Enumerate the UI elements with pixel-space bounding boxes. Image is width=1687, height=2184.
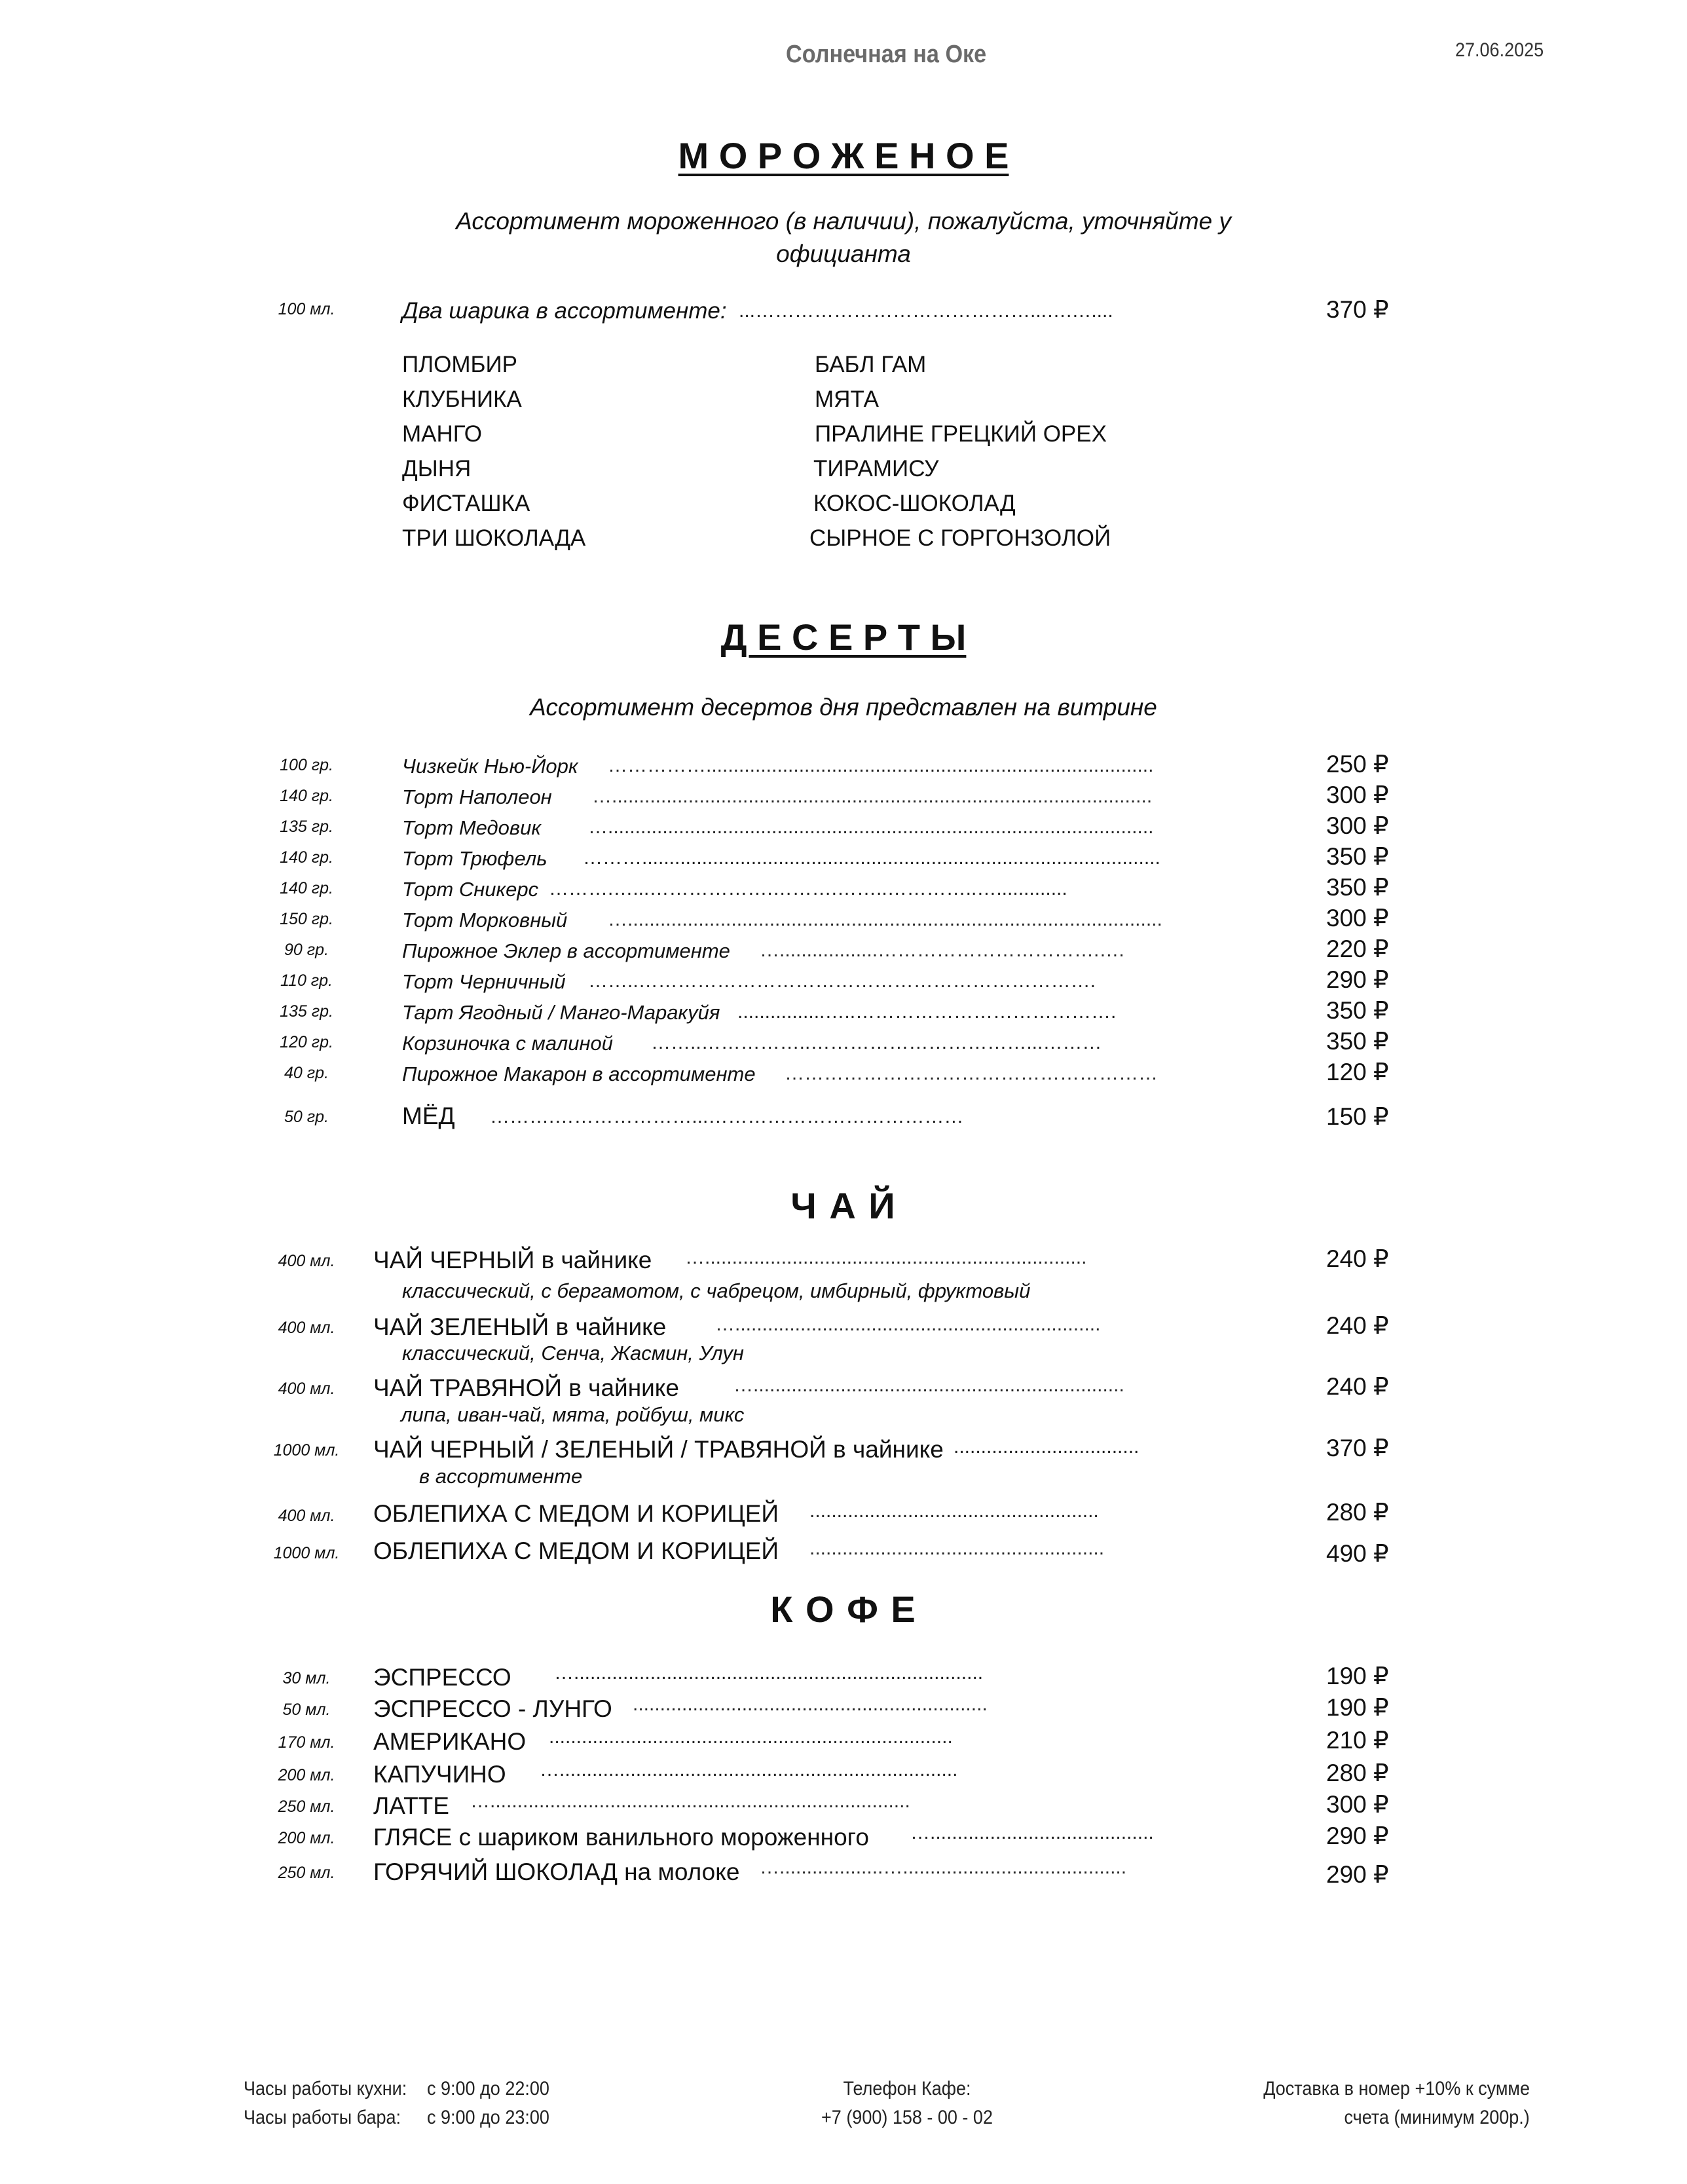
honey-dots: ……….…………………...………………………………… bbox=[490, 1106, 964, 1127]
tea-size: 400 мл. bbox=[278, 1507, 335, 1525]
dessert-size: 90 гр. bbox=[284, 941, 329, 959]
dessert-name: Торт Сникерс bbox=[402, 878, 539, 901]
desserts-note: Ассортимент десертов дня представлен на витрине bbox=[530, 694, 1157, 721]
honey-name: МЁД bbox=[402, 1102, 455, 1129]
coffee-size: 50 мл. bbox=[282, 1701, 331, 1719]
dessert-name: Тарт Ягодный / Манго-Маракуйя bbox=[402, 1001, 720, 1024]
flavor-right: БАБЛ ГАМ bbox=[815, 352, 927, 377]
document-date: 27.06.2025 bbox=[1455, 39, 1544, 61]
dessert-name: Торт Трюфель bbox=[402, 847, 547, 870]
dessert-price: 350 ₽ bbox=[1326, 874, 1389, 901]
dessert-price: 300 ₽ bbox=[1326, 905, 1389, 932]
coffee-size: 200 мл. bbox=[278, 1829, 335, 1847]
tea-sub: классический, с бергамотом, с чабрецом, имбирный, фруктовый bbox=[402, 1279, 1031, 1302]
dessert-name: Пирожное Эклер в ассортименте bbox=[402, 939, 730, 962]
dessert-name: Торт Морковный bbox=[402, 909, 568, 932]
tea-name: ЧАЙ ЧЕРНЫЙ в чайнике bbox=[373, 1247, 652, 1273]
tea-size: 400 мл. bbox=[278, 1380, 335, 1398]
tea-name: ЧАЙ ЧЕРНЫЙ / ЗЕЛЕНЫЙ / ТРАВЯНОЙ в чайнике bbox=[373, 1436, 944, 1463]
tea-size: 1000 мл. bbox=[273, 1544, 340, 1562]
tea-size: 1000 мл. bbox=[273, 1441, 340, 1459]
coffee-name: ЭСПРЕССО bbox=[373, 1664, 511, 1691]
dessert-dots: ……….…...……………….……….……..…………..…............. bbox=[549, 878, 1067, 899]
tea-price: 490 ₽ bbox=[1326, 1540, 1389, 1567]
coffee-dots: …...................…......................................... bbox=[760, 1856, 1127, 1878]
coffee-price: 300 ₽ bbox=[1326, 1791, 1389, 1818]
coffee-size: 170 мл. bbox=[278, 1733, 335, 1752]
dessert-dots: ….................................................................................................... bbox=[588, 816, 1154, 838]
coffee-size: 200 мл. bbox=[278, 1766, 335, 1784]
tea-price: 280 ₽ bbox=[1326, 1499, 1389, 1526]
dessert-dots: ………............................................................................................... bbox=[583, 847, 1160, 869]
dessert-price: 350 ₽ bbox=[1326, 997, 1389, 1024]
flavor-left: ФИСТАШКА bbox=[402, 491, 530, 516]
coffee-price: 210 ₽ bbox=[1326, 1727, 1389, 1754]
coffee-price: 290 ₽ bbox=[1326, 1861, 1389, 1888]
flavor-left: ПЛОМБИР bbox=[402, 352, 517, 377]
tea-dots: ..................................................... bbox=[809, 1500, 1099, 1522]
flavor-right: КОКОС-ШОКОЛАД bbox=[813, 491, 1016, 516]
tea-dots: ….................................................................... bbox=[733, 1374, 1124, 1396]
coffee-dots: .......................................................................... bbox=[549, 1726, 953, 1748]
icecream-size: 100 мл. bbox=[278, 300, 335, 318]
footer-kitchen-hours: с 9:00 до 22:00 bbox=[427, 2078, 549, 2099]
dessert-name: Торт Черничный bbox=[402, 970, 566, 993]
coffee-price: 190 ₽ bbox=[1326, 1694, 1389, 1721]
dessert-dots: …................................................................................................... bbox=[592, 785, 1153, 807]
dessert-name: Торт Медовик bbox=[402, 816, 541, 839]
tea-price: 240 ₽ bbox=[1326, 1245, 1389, 1272]
footer-kitchen-label: Часы работы кухни: bbox=[244, 2078, 407, 2099]
coffee-dots: …......................................................................... bbox=[540, 1759, 958, 1780]
coffee-name: АМЕРИКАНО bbox=[373, 1728, 527, 1755]
dessert-price: 350 ₽ bbox=[1326, 843, 1389, 870]
icecream-price: 370 ₽ bbox=[1326, 296, 1389, 323]
tea-size: 400 мл. bbox=[278, 1252, 335, 1270]
tea-name: ОБЛЕПИХА С МЕДОМ И КОРИЦЕЙ bbox=[373, 1500, 779, 1527]
dessert-size: 120 гр. bbox=[280, 1033, 333, 1051]
coffee-price: 190 ₽ bbox=[1326, 1663, 1389, 1689]
flavor-right: МЯТА bbox=[815, 386, 879, 412]
dessert-size: 135 гр. bbox=[280, 818, 333, 836]
dessert-size: 100 гр. bbox=[280, 756, 333, 774]
tea-dots: .................................. bbox=[954, 1436, 1140, 1458]
tea-price: 240 ₽ bbox=[1326, 1373, 1389, 1400]
section-title-tea: Ч А Й bbox=[790, 1185, 897, 1226]
dessert-dots: ……..……………………………………………………………. bbox=[588, 970, 1096, 992]
coffee-name: ГОРЯЧИЙ ШОКОЛАД на молоке bbox=[373, 1858, 740, 1885]
icecream-note-line1: Ассортимент мороженного (в наличии), пожалуйста, уточняйте у bbox=[456, 208, 1231, 235]
coffee-dots: …........................................................................... bbox=[554, 1662, 984, 1684]
dessert-name: Торт Наполеон bbox=[402, 785, 552, 808]
icecream-dots: ...……………………………………...….….... bbox=[739, 300, 1113, 322]
footer-delivery-line1: Доставка в номер +10% к сумме bbox=[1263, 2078, 1530, 2099]
section-title-icecream: М О Р О Ж Е Н О Е bbox=[678, 135, 1009, 176]
tea-name: ЧАЙ ЗЕЛЕНЫЙ в чайнике bbox=[373, 1313, 667, 1340]
footer-delivery-line2: счета (минимум 200р.) bbox=[1344, 2107, 1530, 2128]
dessert-dots: ................…..…………………………………. bbox=[737, 1001, 1117, 1023]
dessert-name: Пирожное Макарон в ассортименте bbox=[402, 1063, 756, 1085]
footer-phone[interactable]: +7 (900) 158 - 00 - 02 bbox=[821, 2107, 993, 2128]
coffee-name: КАПУЧИНО bbox=[373, 1761, 506, 1788]
footer-bar-hours: с 9:00 до 23:00 bbox=[427, 2107, 549, 2128]
tea-price: 370 ₽ bbox=[1326, 1435, 1389, 1461]
tea-name: ОБЛЕПИХА С МЕДОМ И КОРИЦЕЙ bbox=[373, 1537, 779, 1564]
section-title-desserts: Д Е С Е Р Т Ы bbox=[720, 616, 967, 658]
dessert-dots: ……..……………..……………………………...……… bbox=[651, 1032, 1102, 1053]
flavor-left: ДЫНЯ bbox=[402, 456, 472, 481]
dessert-size: 40 гр. bbox=[284, 1064, 329, 1082]
dessert-dots: ….................................................................................................. bbox=[608, 909, 1162, 930]
tea-size: 400 мл. bbox=[278, 1319, 335, 1337]
dessert-price: 120 ₽ bbox=[1326, 1059, 1389, 1085]
coffee-size: 250 мл. bbox=[278, 1798, 335, 1816]
tea-name: ЧАЙ ТРАВЯНОЙ в чайнике bbox=[373, 1374, 679, 1401]
dessert-size: 140 гр. bbox=[280, 787, 333, 805]
dessert-size: 140 гр. bbox=[280, 879, 333, 897]
dessert-dots: …………….................................................................................. bbox=[608, 755, 1154, 776]
dessert-price: 350 ₽ bbox=[1326, 1028, 1389, 1055]
flavor-left: МАНГО bbox=[402, 421, 482, 447]
tea-dots: ...................................................... bbox=[809, 1537, 1105, 1559]
cafe-name: Солнечная на Оке bbox=[786, 41, 987, 68]
flavor-left: КЛУБНИКА bbox=[402, 386, 522, 412]
footer-bar-label: Часы работы бара: bbox=[244, 2107, 401, 2128]
dessert-dots: …..................…………………………….…. bbox=[760, 939, 1124, 961]
dessert-price: 300 ₽ bbox=[1326, 812, 1389, 839]
coffee-name: ЛАТТЕ bbox=[373, 1792, 449, 1819]
section-title-coffee: К О Ф Е bbox=[770, 1589, 917, 1630]
dessert-price: 220 ₽ bbox=[1326, 935, 1389, 962]
dessert-price: 290 ₽ bbox=[1326, 966, 1389, 993]
dessert-price: 300 ₽ bbox=[1326, 781, 1389, 808]
coffee-name: ГЛЯСЕ с шариком ванильного мороженного bbox=[373, 1824, 869, 1851]
tea-sub: липа, иван-чай, мята, ройбуш, микс bbox=[401, 1403, 745, 1426]
tea-sub: классический, Сенча, Жасмин, Улун bbox=[402, 1342, 744, 1365]
honey-size: 50 гр. bbox=[284, 1108, 329, 1126]
coffee-price: 290 ₽ bbox=[1326, 1822, 1389, 1849]
coffee-size: 250 мл. bbox=[278, 1864, 335, 1882]
tea-price: 240 ₽ bbox=[1326, 1312, 1389, 1339]
coffee-price: 280 ₽ bbox=[1326, 1760, 1389, 1786]
coffee-dots: ................................................................. bbox=[633, 1693, 988, 1715]
dessert-name: Корзиночка с малиной bbox=[402, 1032, 614, 1055]
flavor-right: ПРАЛИНЕ ГРЕЦКИЙ ОРЕХ bbox=[815, 421, 1107, 447]
dessert-size: 140 гр. bbox=[280, 848, 333, 867]
dessert-dots: ………………………………………………… bbox=[785, 1063, 1158, 1084]
tea-sub: в ассортименте bbox=[419, 1465, 583, 1488]
icecream-item: Два шарика в ассортименте: bbox=[402, 298, 727, 324]
dessert-price: 250 ₽ bbox=[1326, 751, 1389, 778]
coffee-dots: …......................................... bbox=[910, 1822, 1154, 1843]
icecream-note-line2: официанта bbox=[776, 240, 911, 267]
honey-price: 150 ₽ bbox=[1326, 1103, 1389, 1130]
flavor-left: ТРИ ШОКОЛАДА bbox=[402, 525, 586, 551]
dessert-name: Чизкейк Нью-Йорк bbox=[402, 755, 578, 778]
dessert-size: 150 гр. bbox=[280, 910, 333, 928]
dessert-size: 110 гр. bbox=[280, 971, 333, 990]
flavor-right: ТИРАМИСУ bbox=[813, 456, 939, 481]
tea-dots: …...................................................................... bbox=[685, 1247, 1087, 1268]
coffee-name: ЭСПРЕССО - ЛУНГО bbox=[373, 1695, 612, 1722]
dessert-size: 135 гр. bbox=[280, 1002, 333, 1021]
coffee-size: 30 мл. bbox=[282, 1669, 331, 1687]
coffee-dots: …............................................................................. bbox=[470, 1790, 910, 1812]
tea-dots: …................................................................... bbox=[715, 1313, 1101, 1335]
flavor-right: СЫРНОЕ С ГОРГОНЗОЛОЙ bbox=[809, 525, 1111, 551]
footer-phone-label: Телефон Кафе: bbox=[843, 2078, 971, 2099]
